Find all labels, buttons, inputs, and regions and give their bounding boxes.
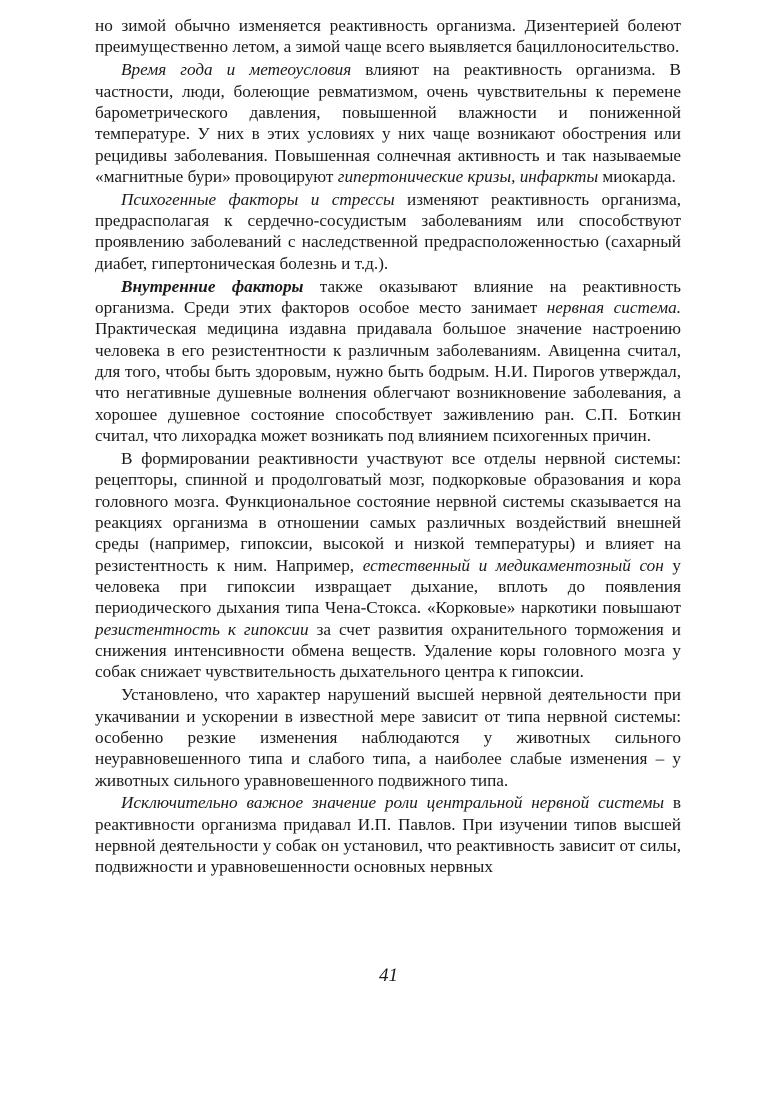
paragraph-motion-sickness bbox=[95, 684, 681, 791]
bold-emphasis-term: Внутренние факторы bbox=[121, 276, 304, 296]
emphasis-term: резистентность к гипоксии bbox=[95, 619, 309, 639]
paragraph-continuation bbox=[95, 15, 681, 58]
emphasis-term: нервная система. bbox=[546, 297, 681, 317]
paragraph-pavlov bbox=[95, 792, 681, 877]
paragraph-psychogenic-factors bbox=[95, 189, 681, 274]
emphasis-term: гипертонические кризы, инфаркты bbox=[337, 166, 599, 186]
text-run: миокарда. bbox=[598, 166, 676, 186]
paragraph-season-weather bbox=[95, 59, 681, 187]
page-number: 41 bbox=[379, 965, 398, 986]
text-run: В формировании реактивности участвуют все отделы нервной системы: рецепторы, спинной и продолговатый мозг, подкорковые образования и кора головного мозга. Функциональное состояние нервной системы сказывается на реакциях организма в отношении самых различных воздействий внешней среды (например, гипоксии, высокой и низкой температуры) и влияет на резистентность к ним. Например, bbox=[95, 448, 681, 575]
text-run: изменяют реактивность организма, предрасполагая к сердечно-сосудистым заболеваниям или способствуют проявлению заболеваний с наследственной предрасположенностью (сахарный диабет, гипертоническая болезнь и т.д.). bbox=[95, 189, 681, 273]
text-run: в реактивности организма придавал И.П. Павлов. При изучении типов высшей нервной деятельности у собак он установил, что реактивность зависит от силы, подвижности и уравновешенности основных нервных bbox=[95, 793, 681, 877]
body-text bbox=[95, 15, 681, 879]
emphasis-term: естественный и медикаментозный сон bbox=[362, 555, 664, 575]
paragraph-internal-factors bbox=[95, 276, 681, 447]
text-run: влияют на реактивность организма. В частности, люди, болеющие ревматизмом, очень чувствительны к перемене барометрического давления, повышенной влажности и пониженной температуре. У них в этих условиях у них чаще возникают обострения или рецидивы заболевания. Повышенная солнечная активность и так называемые «магнитные бури» провоцируют bbox=[95, 60, 681, 186]
text-run: Практическая медицина издавна придавала большое значение настроению человека в его резистентности к различным заболеваниям. Авиценна считал, для того, чтобы быть здоровым, нужно быть бодрым. Н.И. Пирогов утверждал, что негативные душевные волнения облегчают возникновение заболевания, а хорошее душевное состояние способствует заживлению ран. С.П. Боткин считал, что лихорадка может возникать под влиянием психогенных причин. bbox=[95, 319, 681, 446]
text-run: у человека при гипоксии извращает дыхание, вплоть до появления периодического дыхания типа Чена-Стокса. «Корковые» наркотики повышают bbox=[95, 555, 681, 618]
text-run: Установлено, что характер нарушений высшей нервной деятельности при укачивании и ускорении в известной мере зависит от типа нервной системы: особенно резкие изменения наблюдаются у животных сильного неуравновешенного типа и слабого типа, а наиболее слабые изменения – у животных сильного уравновешенного подвижного типа. bbox=[95, 685, 681, 790]
emphasis-term: Исключительно важное значение роли центральной нервной системы bbox=[121, 793, 665, 813]
emphasis-term: Психогенные факторы и стрессы bbox=[121, 189, 395, 209]
text-run: за счет развития охранительного торможения и снижения интенсивности обмена веществ. Удаление коры головного мозга у собак снижает чувствительность дыхательного центра к гипоксии. bbox=[95, 619, 681, 682]
text-run: но зимой обычно изменяется реактивность организма. Дизентерией болеют преимущественно летом, а зимой чаще всего выявляется бациллоносительство. bbox=[95, 16, 681, 57]
paragraph-nervous-system bbox=[95, 448, 681, 683]
text-run: также оказывают влияние на реактивность организма. Среди этих факторов особое место занимает bbox=[95, 276, 681, 317]
emphasis-term: Время года и метеоусловия bbox=[121, 60, 352, 80]
